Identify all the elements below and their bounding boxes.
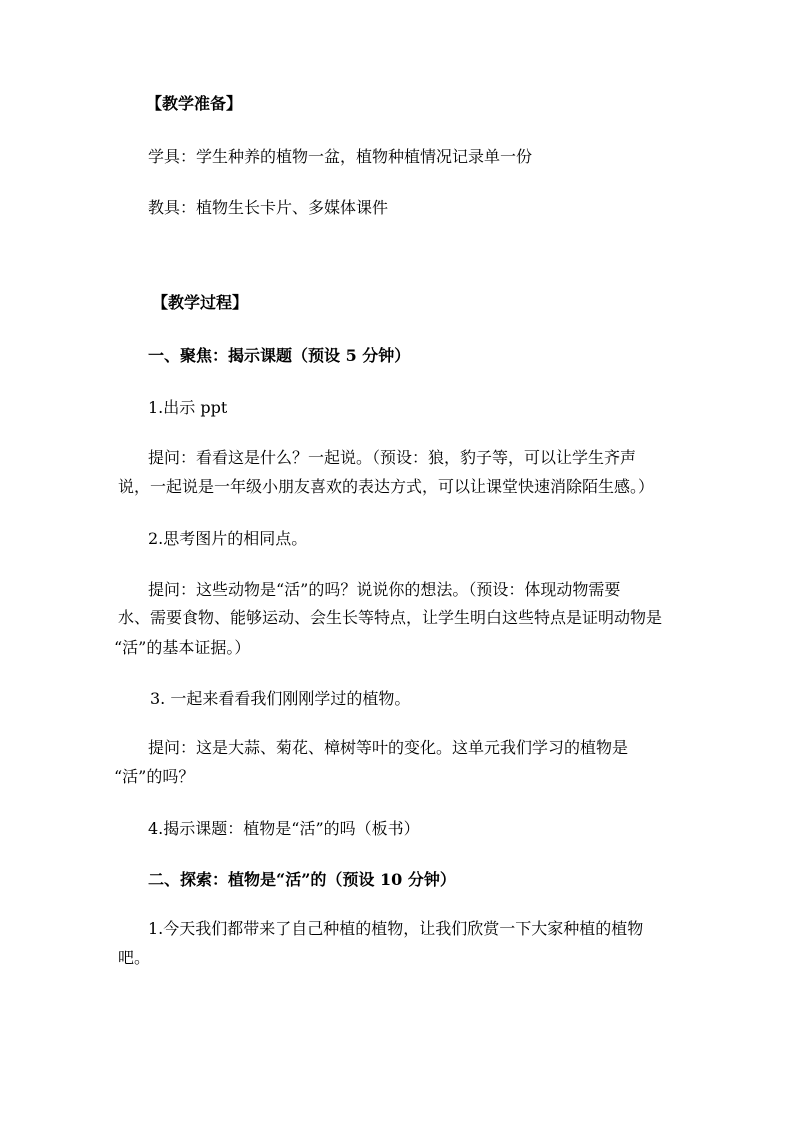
part1-question3-line1: 提问：这是大蒜、菊花、樟树等叶的变化。这单元我们学习的植物是	[148, 738, 629, 757]
preparation-heading: 【教学准备】	[146, 94, 243, 113]
part1-question1-line2: 说，一起说是一年级小朋友喜欢的表达方式，可以让课堂快速消除陌生感。）	[118, 477, 655, 496]
part1-question2-line3: “活”的基本证据。）	[114, 638, 251, 657]
part1-question3-line2: “活”的吗？	[114, 767, 195, 786]
part1-question2-line1: 提问：这些动物是“活”的吗？说说你的想法。（预设：体现动物需要	[148, 580, 621, 599]
part1-step2: 2.思考图片的相同点。	[148, 529, 308, 548]
part2-step1-line2: 吧。	[118, 948, 151, 967]
part1-step1: 1.出示 ppt	[148, 398, 228, 417]
part1-title: 一、聚焦：揭示课题（预设 5 分钟）	[148, 346, 411, 365]
part2-step1-line1: 1.今天我们都带来了自己种植的植物，让我们欣赏一下大家种植的植物	[148, 919, 644, 938]
part1-question1-line1: 提问：看看这是什么？一起说。（预设：狼，豹子等，可以让学生齐声	[148, 448, 637, 467]
process-heading: 【教学过程】	[152, 293, 249, 312]
part1-step3: 3. 一起来看看我们刚刚学过的植物。	[150, 689, 411, 708]
part1-step4: 4.揭示课题：植物是“活”的吗（板书）	[148, 819, 420, 838]
part2-title: 二、探索：植物是“活”的（预设 10 分钟）	[148, 870, 456, 889]
student-tools-line: 学具：学生种养的植物一盆，植物种植情况记录单一份	[148, 147, 533, 166]
teacher-tools-line: 教具：植物生长卡片、多媒体课件	[148, 198, 389, 217]
part1-question2-line2: 水、需要食物、能够运动、会生长等特点，让学生明白这些特点是证明动物是	[118, 608, 663, 627]
